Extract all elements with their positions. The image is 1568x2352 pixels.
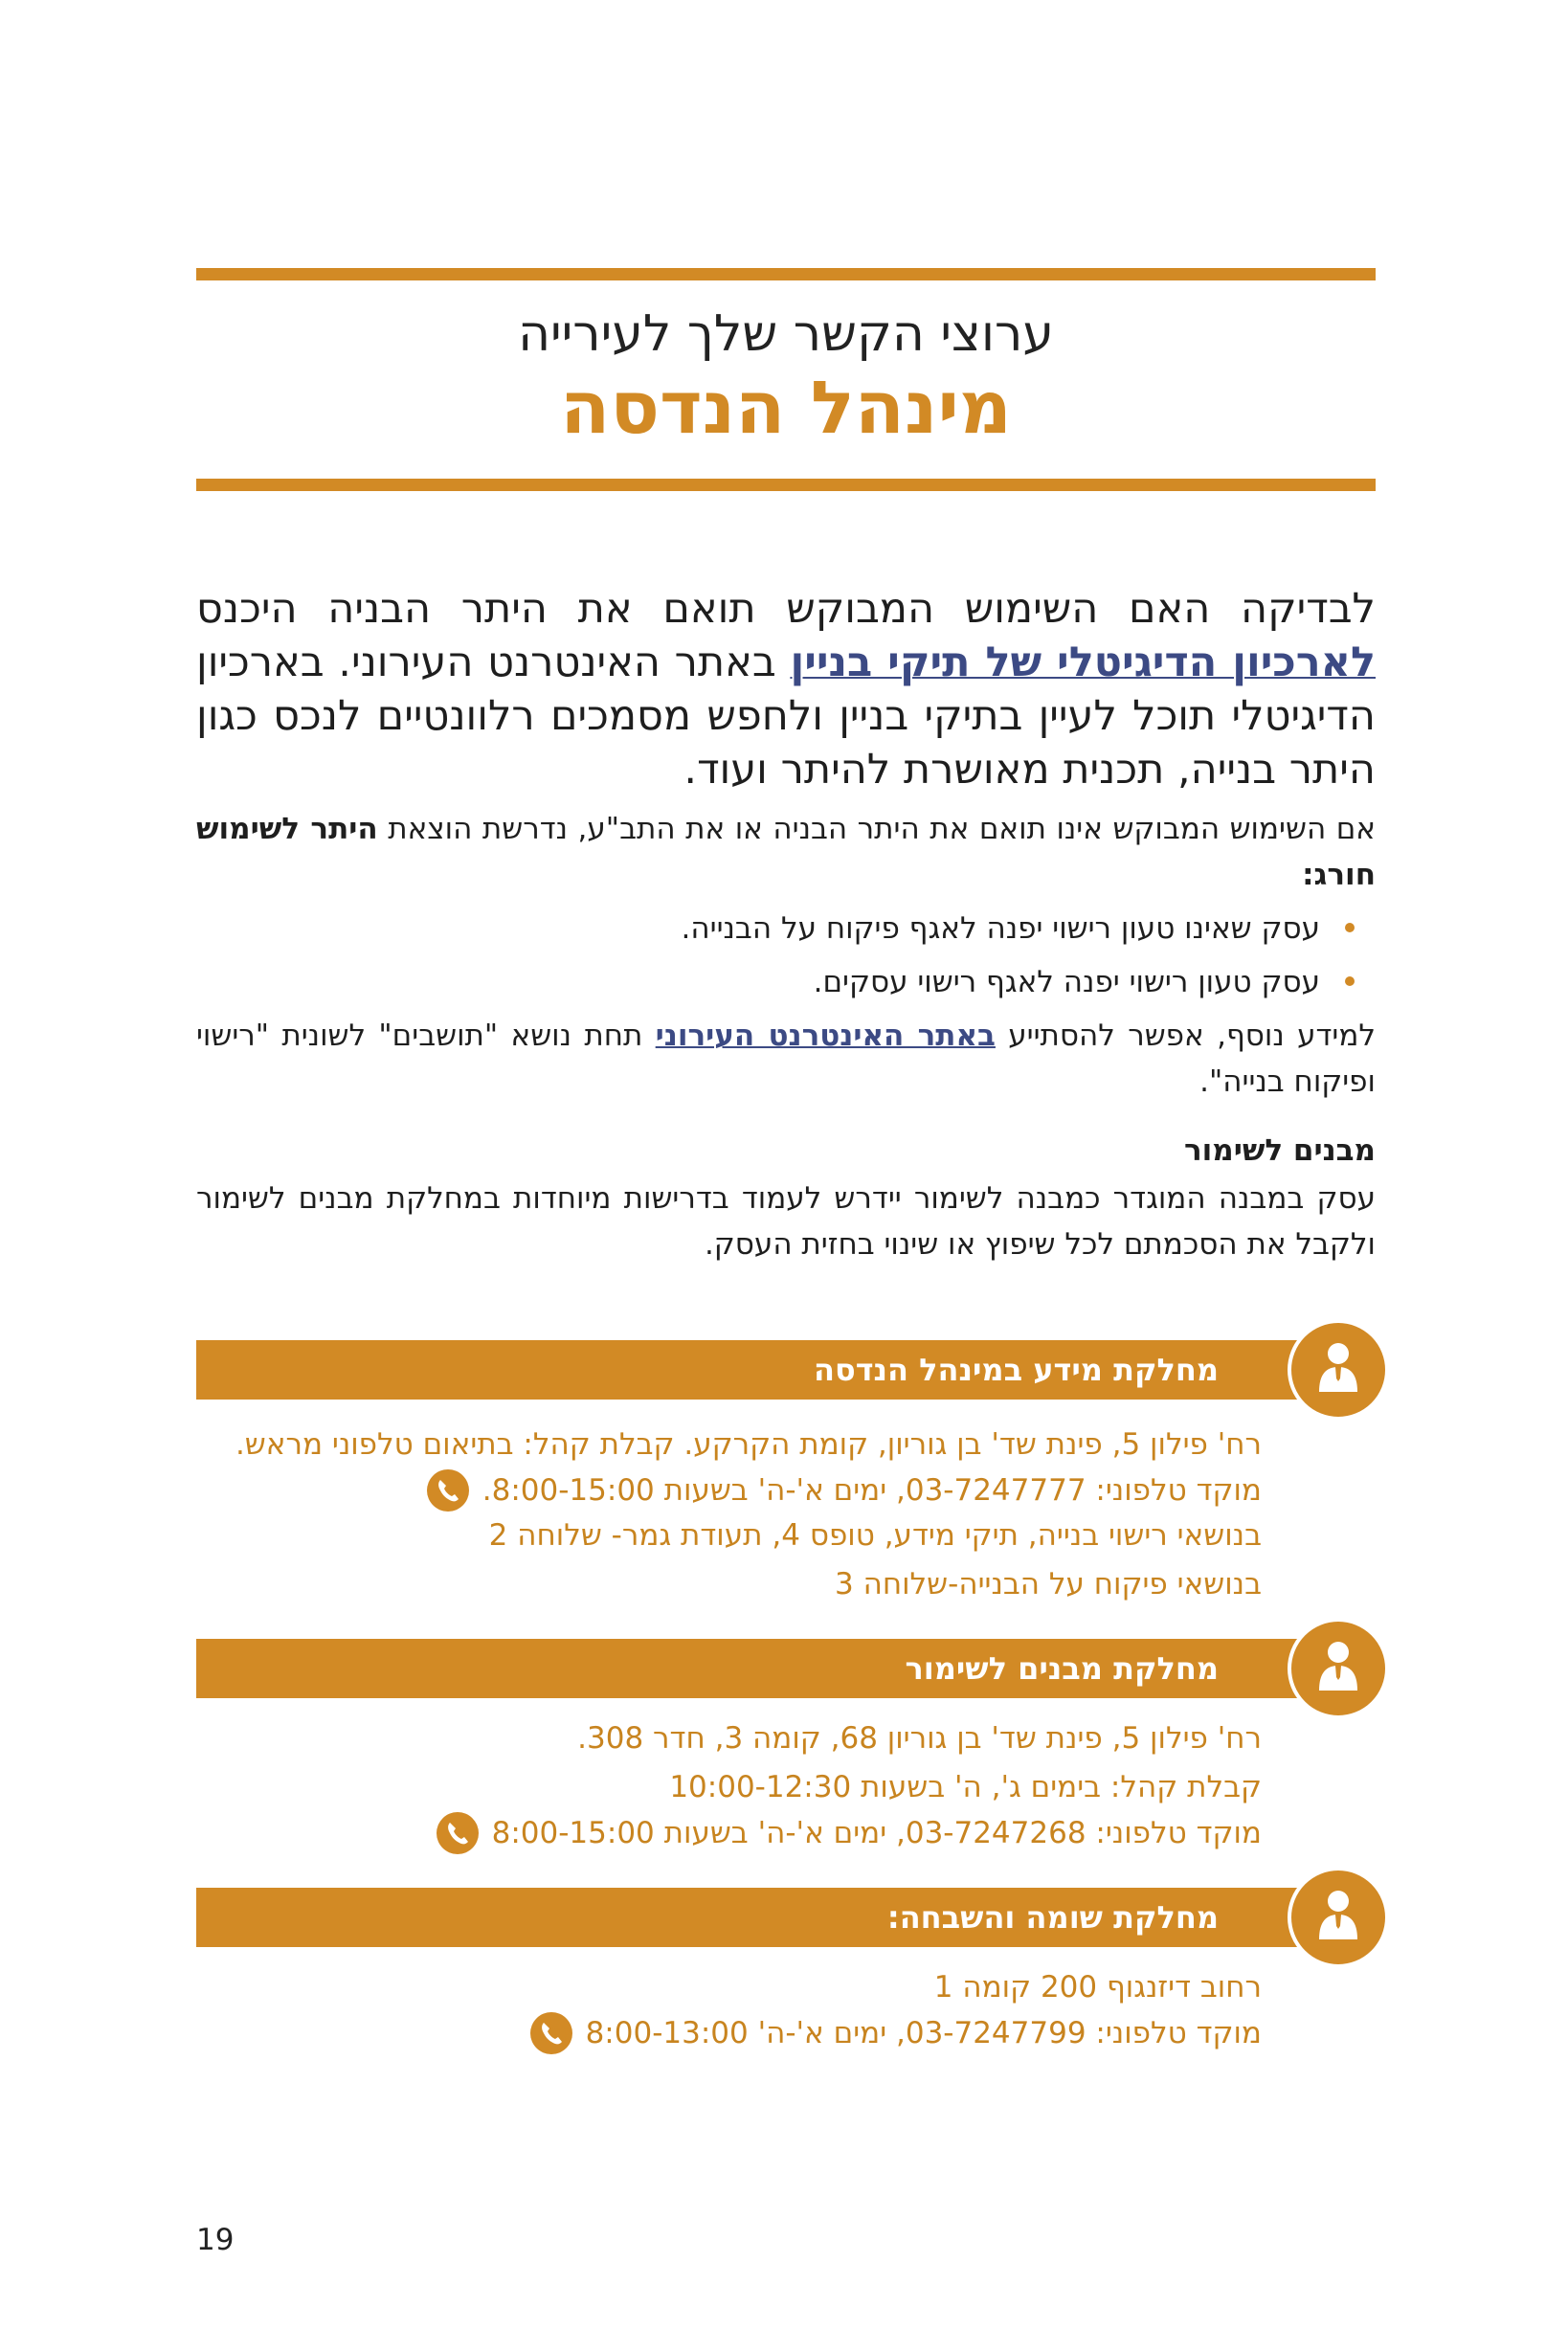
header-subtitle: ערוצי הקשר שלך לעירייה xyxy=(518,305,1054,363)
digital-archive-link[interactable]: לארכיון הדיגיטלי של תיקי בניין xyxy=(790,638,1376,686)
department-phone-text: מוקד טלפוני: 03-7247268, ימים א'-ה' בשעות 8:00-15:00 xyxy=(491,1816,1262,1850)
header-title: מינהל הנדסה xyxy=(560,365,1012,450)
more-info-paragraph xyxy=(196,1013,1376,1105)
person-icon xyxy=(1288,1618,1389,1719)
requirement-text: אם השימוש המבוקש אינו תואם את היתר הבניה או את התב"ע, נדרשת הוצאת xyxy=(377,812,1377,846)
department-band-preservation: מחלקת מבנים לשימור xyxy=(196,1639,1297,1698)
requirement-bold: היתר לשימוש חורג: xyxy=(196,812,1376,892)
header-top-rule xyxy=(196,268,1376,280)
phone-icon xyxy=(437,1812,479,1854)
department-phone-text: מוקד טלפוני: 03-7247777, ימים א'-ה' בשעות 8:00-15:00. xyxy=(482,1473,1262,1508)
department-band-info: מחלקת מידע במינהל הנדסה xyxy=(196,1340,1297,1400)
department-info-line: קבלת קהל: בימים ג', ה' בשעות 10:00-12:30 xyxy=(669,1770,1262,1804)
department-info-line: רח' פילון 5, פינת שד' בן גוריון 68, קומה 3, חדר 308. xyxy=(577,1721,1262,1756)
department-phone-text: מוקד טלפוני: 03-7247799, ימים א'-ה' 8:00-13:00 xyxy=(585,2016,1262,2050)
page-number: 19 xyxy=(196,2223,235,2257)
department-phone-row xyxy=(427,1469,1262,1512)
department-phone-row xyxy=(437,1812,1262,1854)
list-item-text: עסק שאינו טעון רישוי יפנה לאגף פיקוח על הבנייה. xyxy=(681,911,1320,946)
preservation-paragraph: עסק במבנה המוגדר כמבנה לשימור יידרש לעמוד בדרישות מיוחדות במחלקת מבנים לשימור ולקבל את הסכמתם לכל שיפוץ או שינוי בחזית העסק. xyxy=(196,1181,1376,1262)
department-phone-row xyxy=(530,2012,1262,2054)
more-info-text-before: למידע נוסף, אפשר להסתייע xyxy=(995,1019,1377,1053)
requirement-paragraph xyxy=(196,806,1376,898)
person-icon xyxy=(1288,1319,1389,1421)
lead-text-after: באתר האינטרנט העירוני. בארכיון הדיגיטלי תוכל לעיין בתיקי בניין ולחפש מסמכים רלוונטיים לנכס כגון היתר בנייה, תכנית מאושרת להיתר ועוד. xyxy=(196,638,1376,794)
phone-icon xyxy=(427,1469,469,1512)
lead-paragraph xyxy=(196,582,1376,796)
municipal-website-link[interactable]: באתר האינטרנט העירוני xyxy=(655,1019,996,1053)
department-info-line: רח' פילון 5, פינת שד' בן גוריון, קומת הקרקע. קבלת קהל: בתיאום טלפוני מראש. xyxy=(235,1427,1262,1462)
more-info-text-after: תחת נושא "תושבים" לשונית "רישוי ופיקוח בנייה". xyxy=(196,1019,1376,1099)
list-item-text: עסק טעון רישוי יפנה לאגף רישוי עסקים. xyxy=(813,965,1320,999)
phone-icon xyxy=(530,2012,572,2054)
person-icon xyxy=(1288,1867,1389,1968)
department-info-line: רחוב דיזנגוף 200 קומה 1 xyxy=(933,1970,1262,2005)
department-info-line: בנושאי פיקוח על הבנייה-שלוחה 3 xyxy=(835,1567,1262,1602)
bullet-dot-icon xyxy=(1345,923,1355,932)
list-item xyxy=(196,902,1376,955)
department-band-assessment: מחלקת שומה והשבחה: xyxy=(196,1888,1297,1947)
header-bottom-rule xyxy=(196,479,1376,491)
preservation-heading: מבנים לשימור xyxy=(1183,1133,1376,1168)
bullet-list xyxy=(196,902,1376,1009)
list-item xyxy=(196,955,1376,1009)
bullet-dot-icon xyxy=(1345,976,1355,986)
department-info-line: בנושאי רישוי בנייה, תיקי מידע, טופס 4, תעודת גמר- שלוחה 2 xyxy=(488,1518,1262,1553)
lead-text-before: לבדיקה האם השימוש המבוקש תואם את היתר הבניה היכנס xyxy=(196,585,1376,633)
